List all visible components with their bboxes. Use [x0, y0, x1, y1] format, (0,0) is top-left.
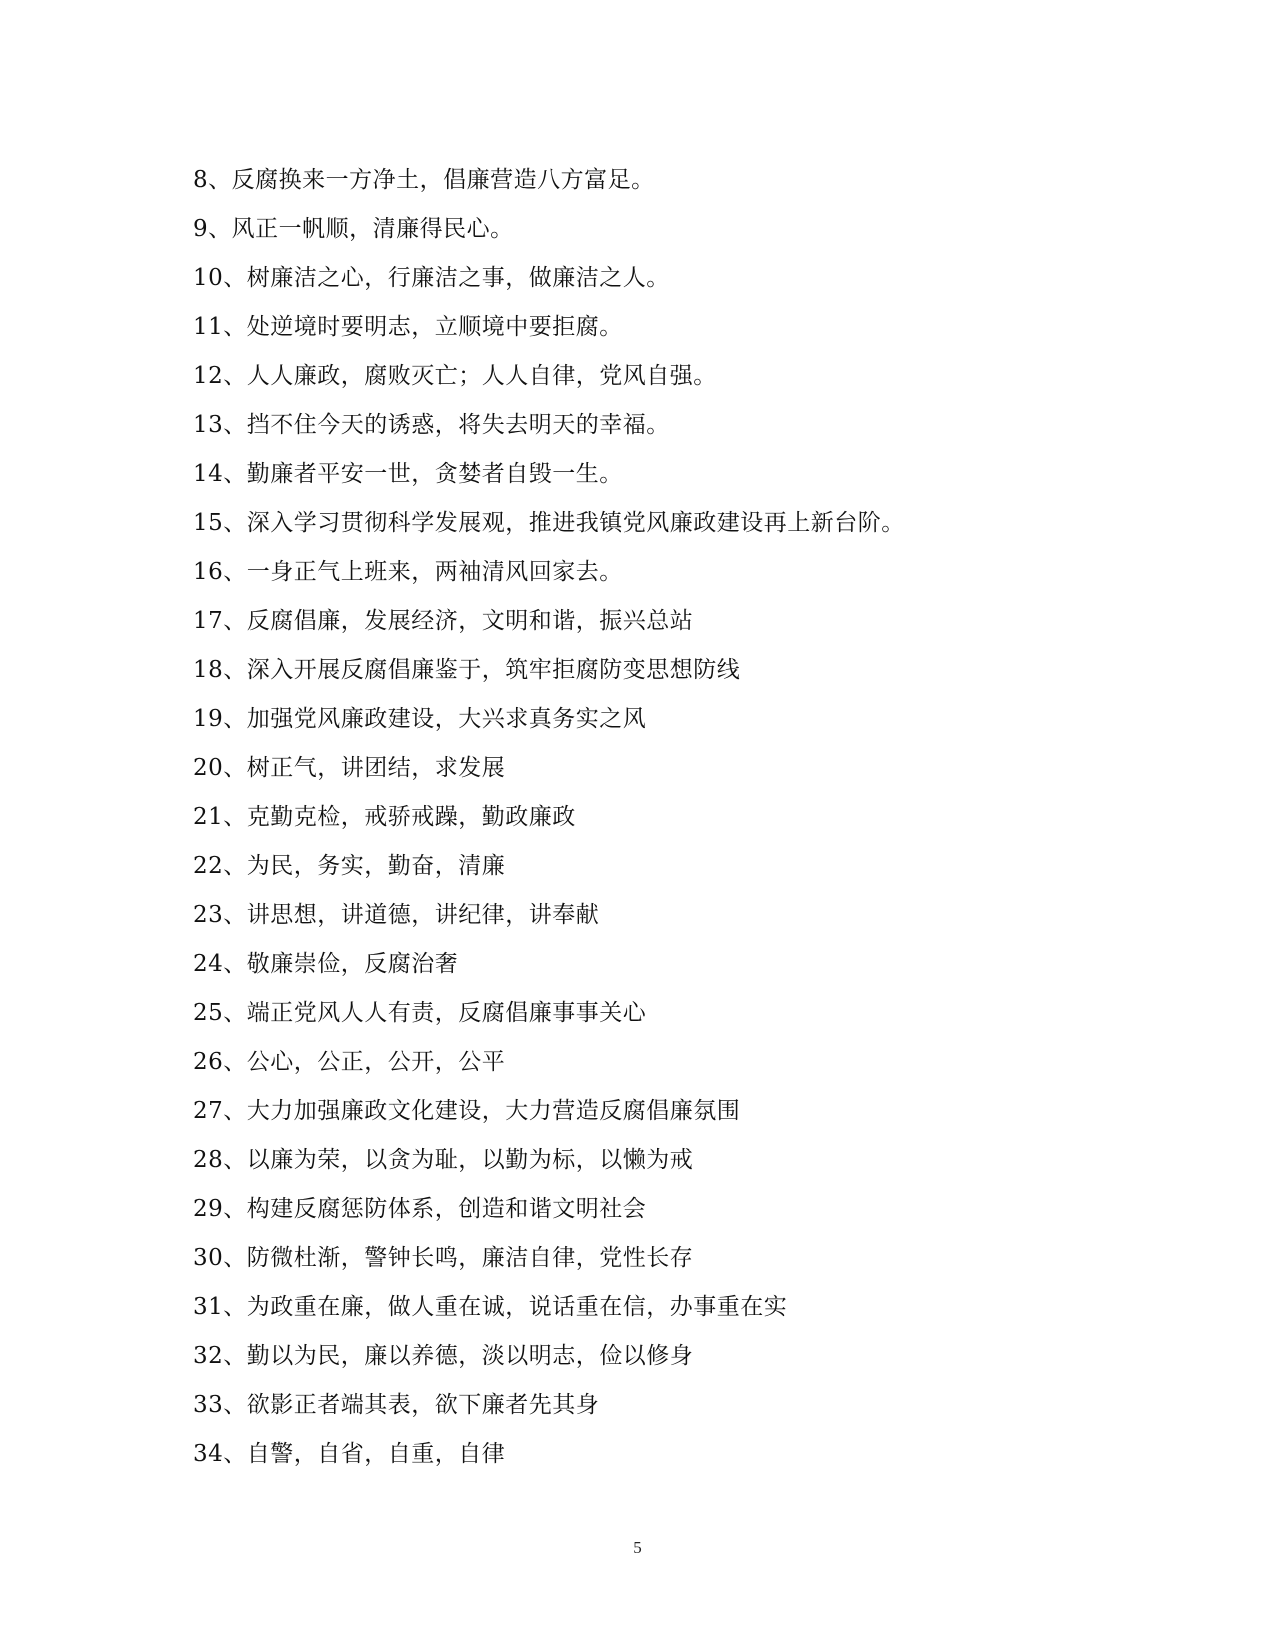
slogan-item: 32、勤以为民，廉以养德，淡以明志，俭以修身	[193, 1343, 694, 1369]
slogan-item: 10、树廉洁之心，行廉洁之事，做廉洁之人。	[193, 265, 670, 291]
slogan-item: 15、深入学习贯彻科学发展观，推进我镇党风廉政建设再上新台阶。	[193, 510, 905, 536]
slogan-item: 11、处逆境时要明志，立顺境中要拒腐。	[193, 314, 623, 340]
slogan-item: 25、端正党风人人有责，反腐倡廉事事关心	[193, 1000, 647, 1026]
page-number: 5	[633, 1538, 642, 1557]
slogan-item: 34、自警，自省，自重，自律	[193, 1441, 506, 1467]
slogan-item: 26、公心，公正，公开，公平	[193, 1049, 506, 1075]
slogan-item: 30、防微杜渐，警钟长鸣，廉洁自律，党性长存	[193, 1245, 694, 1271]
slogan-item: 12、人人廉政，腐败灭亡；人人自律，党风自强。	[193, 363, 717, 389]
slogan-item: 31、为政重在廉，做人重在诚，说话重在信，办事重在实	[193, 1294, 788, 1320]
slogan-item: 29、构建反腐惩防体系，创造和谐文明社会	[193, 1196, 647, 1222]
slogan-item: 21、克勤克检，戒骄戒躁，勤政廉政	[193, 804, 576, 830]
slogan-item: 16、一身正气上班来，两袖清风回家去。	[193, 559, 623, 585]
slogan-item: 9、风正一帆顺，清廉得民心。	[193, 216, 514, 242]
slogan-item: 24、敬廉崇俭，反腐治奢	[193, 951, 459, 977]
slogan-item: 23、讲思想，讲道德，讲纪律，讲奉献	[193, 902, 600, 928]
slogan-item: 28、以廉为荣，以贪为耻，以勤为标，以懒为戒	[193, 1147, 694, 1173]
slogan-item: 33、欲影正者端其表，欲下廉者先其身	[193, 1392, 600, 1418]
slogan-item: 27、大力加强廉政文化建设，大力营造反腐倡廉氛围	[193, 1098, 741, 1124]
slogan-item: 14、勤廉者平安一世，贪婪者自毁一生。	[193, 461, 623, 487]
slogan-item: 22、为民，务实，勤奋，清廉	[193, 853, 506, 879]
slogan-item: 17、反腐倡廉，发展经济，文明和谐，振兴总站	[193, 608, 694, 634]
slogan-item: 13、挡不住今天的诱惑，将失去明天的幸福。	[193, 412, 670, 438]
slogan-list	[193, 156, 1153, 1479]
slogan-item: 18、深入开展反腐倡廉鉴于，筑牢拒腐防变思想防线	[193, 657, 741, 683]
slogan-item: 20、树正气，讲团结，求发展	[193, 755, 506, 781]
slogan-item: 19、加强党风廉政建设，大兴求真务实之风	[193, 706, 647, 732]
slogan-item: 8、反腐换来一方净土，倡廉营造八方富足。	[193, 167, 655, 193]
